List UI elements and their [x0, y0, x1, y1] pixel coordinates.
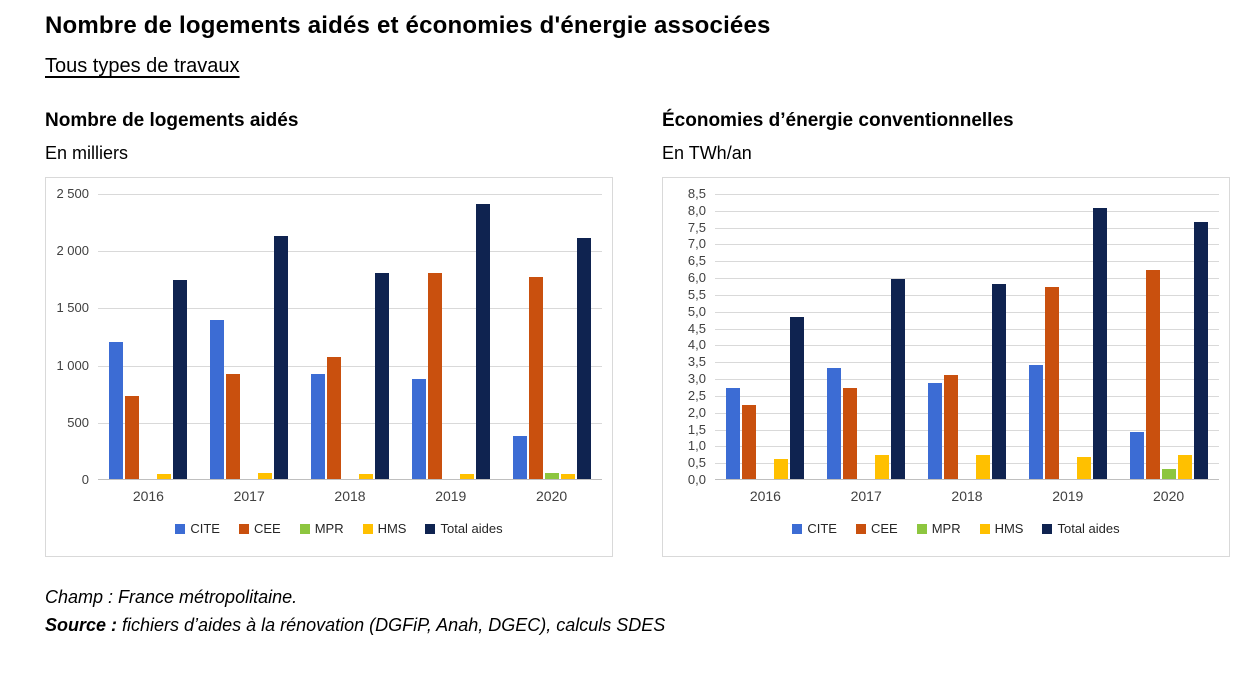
bar-hms	[460, 474, 474, 479]
legend-swatch	[856, 524, 866, 534]
bar-group	[1017, 194, 1118, 479]
x-axis	[715, 480, 1219, 504]
legend-item	[792, 521, 837, 536]
legend-swatch	[175, 524, 185, 534]
chart-unit-economies: En TWh/an	[662, 143, 752, 163]
legend-label: Total aides	[1057, 521, 1120, 536]
bar-total-aides	[375, 273, 389, 479]
bar-cite	[928, 383, 942, 479]
legend	[693, 521, 1219, 536]
bar-groups	[715, 194, 1219, 479]
bar-hms	[774, 459, 788, 479]
bar-cite	[726, 388, 740, 479]
footer-source-label: Source :	[45, 615, 118, 635]
bar-total-aides	[577, 238, 591, 479]
bar-cee	[944, 375, 958, 479]
legend-swatch	[917, 524, 927, 534]
bar-cite	[210, 320, 224, 479]
legend-label: Total aides	[440, 521, 503, 536]
bar-hms	[875, 455, 889, 479]
x-tick-label: 2018	[951, 488, 983, 504]
bar-cite	[513, 436, 527, 479]
y-axis	[663, 186, 715, 487]
y-tick-label: 6,0	[687, 270, 706, 286]
y-tick-label: 500	[67, 414, 89, 430]
y-tick-label: 1,0	[687, 438, 706, 454]
y-tick-label: 2,0	[687, 404, 706, 420]
x-tick-label: 2020	[1153, 488, 1185, 504]
y-tick-label: 5,0	[687, 303, 706, 319]
bar-group	[98, 194, 199, 479]
bar-hms	[976, 455, 990, 479]
bar-cite	[1130, 432, 1144, 479]
y-tick-label: 1 500	[56, 300, 89, 316]
y-tick-label: 5,5	[687, 286, 706, 302]
footer-source-text: fichiers d’aides à la rénovation (DGFiP, Anah, DGEC), calculs SDES	[117, 615, 666, 635]
bar-group	[816, 194, 917, 479]
footer-champ: Champ : France métropolitaine.	[45, 587, 298, 607]
legend-label: HMS	[994, 521, 1024, 536]
legend-swatch	[239, 524, 249, 534]
y-tick-label: 6,5	[687, 253, 706, 269]
legend-swatch	[980, 524, 990, 534]
legend-swatch	[363, 524, 373, 534]
legend-label: CEE	[870, 521, 898, 536]
bar-cee	[327, 357, 341, 479]
legend-item	[917, 521, 961, 536]
bar-cite	[827, 368, 841, 479]
y-tick-label: 8,5	[687, 186, 706, 201]
chart-col-economies	[662, 110, 1231, 557]
bar-total-aides	[891, 279, 905, 479]
bar-cee	[226, 374, 240, 479]
y-tick-label: 8,0	[687, 202, 706, 218]
x-tick-label: 2018	[334, 488, 366, 504]
legend-item	[239, 521, 281, 536]
bar-group	[501, 194, 602, 479]
bar-group	[400, 194, 501, 479]
bar-group	[917, 194, 1018, 479]
chart-body	[663, 186, 1219, 487]
y-tick-label: 1,5	[687, 421, 706, 437]
y-axis	[46, 186, 98, 487]
y-tick-label: 2 500	[56, 186, 89, 201]
y-tick-label: 0	[81, 472, 89, 487]
legend	[76, 521, 602, 536]
legend-swatch	[300, 524, 310, 534]
bar-chart-logements	[45, 177, 613, 557]
legend-item	[425, 521, 502, 536]
legend-item	[363, 521, 407, 536]
x-tick-label: 2019	[1052, 488, 1084, 504]
chart-col-logements	[45, 110, 614, 557]
x-tick-label: 2019	[435, 488, 467, 504]
figure-footer	[45, 583, 1231, 639]
bar-total-aides	[173, 280, 187, 479]
bar-total-aides	[1093, 208, 1107, 479]
y-tick-label: 4,0	[687, 337, 706, 353]
y-tick-label: 0,5	[687, 455, 706, 471]
bar-cite	[412, 379, 426, 479]
footer-source	[45, 611, 1231, 639]
y-tick-label: 4,5	[687, 320, 706, 336]
x-tick-label: 2020	[536, 488, 568, 504]
bar-groups	[98, 194, 602, 479]
bar-cee	[428, 273, 442, 479]
legend-label: CITE	[807, 521, 837, 536]
bar-chart-economies	[662, 177, 1230, 557]
x-axis	[98, 480, 602, 504]
bar-cee	[1146, 270, 1160, 479]
bar-cee	[742, 405, 756, 479]
page-subtitle: Tous types de travaux	[45, 55, 240, 77]
bar-cee	[529, 277, 543, 479]
plot-area	[715, 194, 1219, 480]
bar-hms	[1077, 457, 1091, 479]
y-tick-label: 7,0	[687, 236, 706, 252]
bar-group	[199, 194, 300, 479]
bar-group	[1118, 194, 1219, 479]
chart-unit-logements: En milliers	[45, 143, 129, 163]
charts-row	[45, 110, 1231, 557]
x-tick-label: 2016	[132, 488, 164, 504]
bar-cee	[843, 388, 857, 479]
legend-label: CITE	[190, 521, 220, 536]
x-tick-label: 2017	[850, 488, 882, 504]
legend-label: CEE	[253, 521, 281, 536]
y-tick-label: 3,0	[687, 371, 706, 387]
legend-label: MPR	[931, 521, 961, 536]
bar-hms	[157, 474, 171, 479]
bar-hms	[561, 474, 575, 479]
x-tick-label: 2016	[749, 488, 781, 504]
bar-cee	[1045, 287, 1059, 479]
y-tick-label: 2,5	[687, 387, 706, 403]
bar-total-aides	[1194, 222, 1208, 479]
y-tick-label: 3,5	[687, 354, 706, 370]
chart-title-economies: Économies d’énergie conventionnelles	[662, 110, 1014, 131]
bar-cite	[1029, 365, 1043, 479]
bar-hms	[359, 474, 373, 479]
bar-total-aides	[992, 284, 1006, 479]
y-tick-label: 0,0	[687, 472, 706, 487]
y-tick-label: 1 000	[56, 357, 89, 373]
chart-title-logements: Nombre de logements aidés	[45, 110, 299, 131]
y-tick-label: 2 000	[56, 243, 89, 259]
bar-total-aides	[790, 317, 804, 479]
bar-total-aides	[476, 204, 490, 479]
bar-hms	[258, 473, 272, 479]
y-tick-label: 7,5	[687, 219, 706, 235]
legend-item	[175, 521, 220, 536]
bar-mpr	[1162, 469, 1176, 479]
legend-item	[1042, 521, 1119, 536]
legend-label: MPR	[314, 521, 344, 536]
legend-item	[856, 521, 898, 536]
legend-item	[300, 521, 344, 536]
page-title: Nombre de logements aidés et économies d'énergie associées	[45, 12, 771, 39]
x-tick-label: 2017	[233, 488, 265, 504]
bar-mpr	[545, 473, 559, 479]
bar-total-aides	[274, 236, 288, 479]
bar-group	[300, 194, 401, 479]
chart-body	[46, 186, 602, 487]
legend-swatch	[425, 524, 435, 534]
legend-swatch	[1042, 524, 1052, 534]
bar-group	[715, 194, 816, 479]
plot-area	[98, 194, 602, 480]
bar-cite	[311, 374, 325, 479]
legend-swatch	[792, 524, 802, 534]
bar-cee	[125, 396, 139, 479]
bar-cite	[109, 342, 123, 479]
legend-label: HMS	[377, 521, 407, 536]
bar-hms	[1178, 455, 1192, 479]
legend-item	[980, 521, 1024, 536]
